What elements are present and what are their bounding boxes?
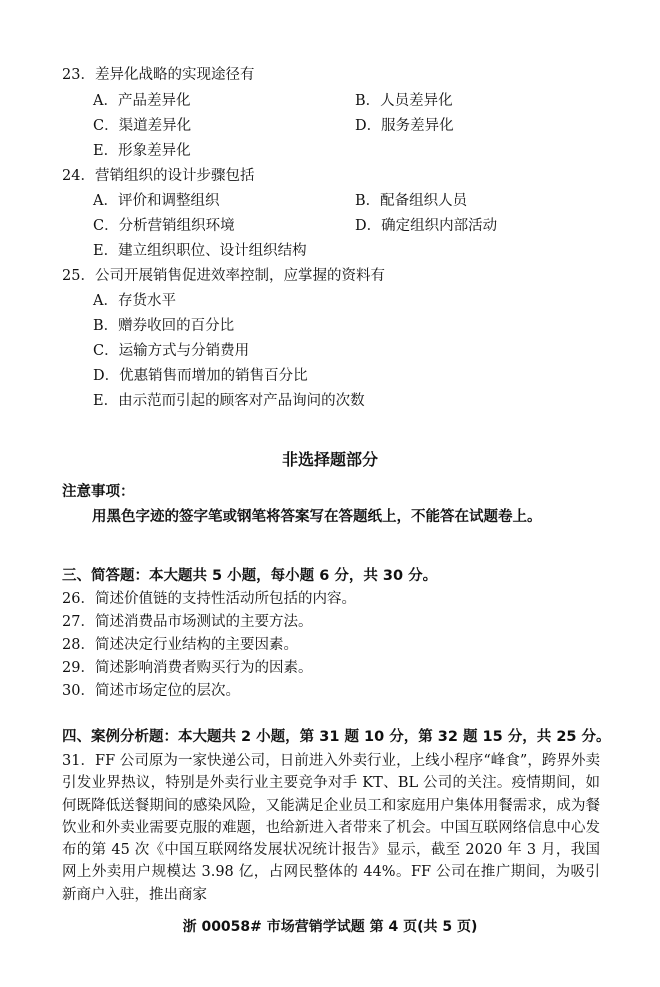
question-24-option-b: B．配备组织人员 xyxy=(355,193,468,209)
question-25-option-d: D．优惠销售而增加的销售百分比 xyxy=(93,368,308,384)
question-24-stem: 24．营销组织的设计步骤包括 xyxy=(62,168,255,184)
question-28: 28．简述决定行业结构的主要因素。 xyxy=(62,637,298,653)
question-25-stem: 25．公司开展销售促进效率控制，应掌握的资料有 xyxy=(62,268,385,284)
question-30: 30．简述市场定位的层次。 xyxy=(62,683,240,699)
question-23-option-e: E．形象差异化 xyxy=(93,143,191,159)
part-title: 非选择题部分 xyxy=(281,450,378,469)
question-24-option-c: C．分析营销组织环境 xyxy=(93,218,235,234)
page-footer: 浙 00058# 市场营销学试题 第 4 页(共 5 页) xyxy=(182,919,478,935)
question-23-stem: 23．差异化战略的实现途径有 xyxy=(62,67,255,83)
question-23-option-c: C．渠道差异化 xyxy=(93,118,192,134)
question-26: 26．简述价值链的支持性活动所包括的内容。 xyxy=(62,591,356,607)
notice-label: 注意事项： xyxy=(62,484,135,500)
question-27: 27．简述消费品市场测试的主要方法。 xyxy=(62,614,313,630)
question-23-option-d: D．服务差异化 xyxy=(355,118,454,134)
question-25-option-a: A．存货水平 xyxy=(93,293,176,309)
question-24-option-d: D．确定组织内部活动 xyxy=(355,218,498,234)
section-4-title: 四、案例分析题：本大题共 2 小题，第 31 题 10 分，第 32 题 15 分，共 25 分。 xyxy=(62,729,611,745)
notice-body: 用黑色字迹的签字笔或钢笔将答案写在答题纸上，不能答在试题卷上。 xyxy=(92,509,542,525)
question-29: 29．简述影响消费者购买行为的因素。 xyxy=(62,660,313,676)
question-31-text: 31．FF 公司原为一家快递公司，日前进入外卖行业，上线小程序“峰食”，跨界外卖引发业界热议，特别是外卖行业主要竞争对手 KT、BL 公司的关注。疫情期间，如何既降低送餐期间的感染风险，又能满足企业员工和家庭用户集体用餐需求，成为餐饮业和外卖业需要克服的难题，也给新进入者带来了机会。中国互联网络信息中心发布的第 45 次《中国互联网络发展状况统计报告》显示，截至 2020 年 3 月，我国网上外卖用户规模达 3.98 亿，占网民整体的 44%。FF 公司在推广期间，为吸引新商户入驻，推出商家 xyxy=(62,753,600,903)
question-24-option-a: A．评价和调整组织 xyxy=(93,193,220,209)
question-24-option-e: E．建立组织职位、设计组织结构 xyxy=(93,243,307,259)
question-25-option-e: E．由示范而引起的顾客对产品询问的次数 xyxy=(93,393,365,409)
section-3-title: 三、简答题：本大题共 5 小题，每小题 6 分，共 30 分。 xyxy=(62,568,438,584)
question-23-option-b: B．人员差异化 xyxy=(355,93,453,109)
question-25-option-c: C．运输方式与分销费用 xyxy=(93,343,250,359)
question-25-option-b: B．赠券收回的百分比 xyxy=(93,318,235,334)
question-23-option-a: A．产品差异化 xyxy=(93,93,191,109)
